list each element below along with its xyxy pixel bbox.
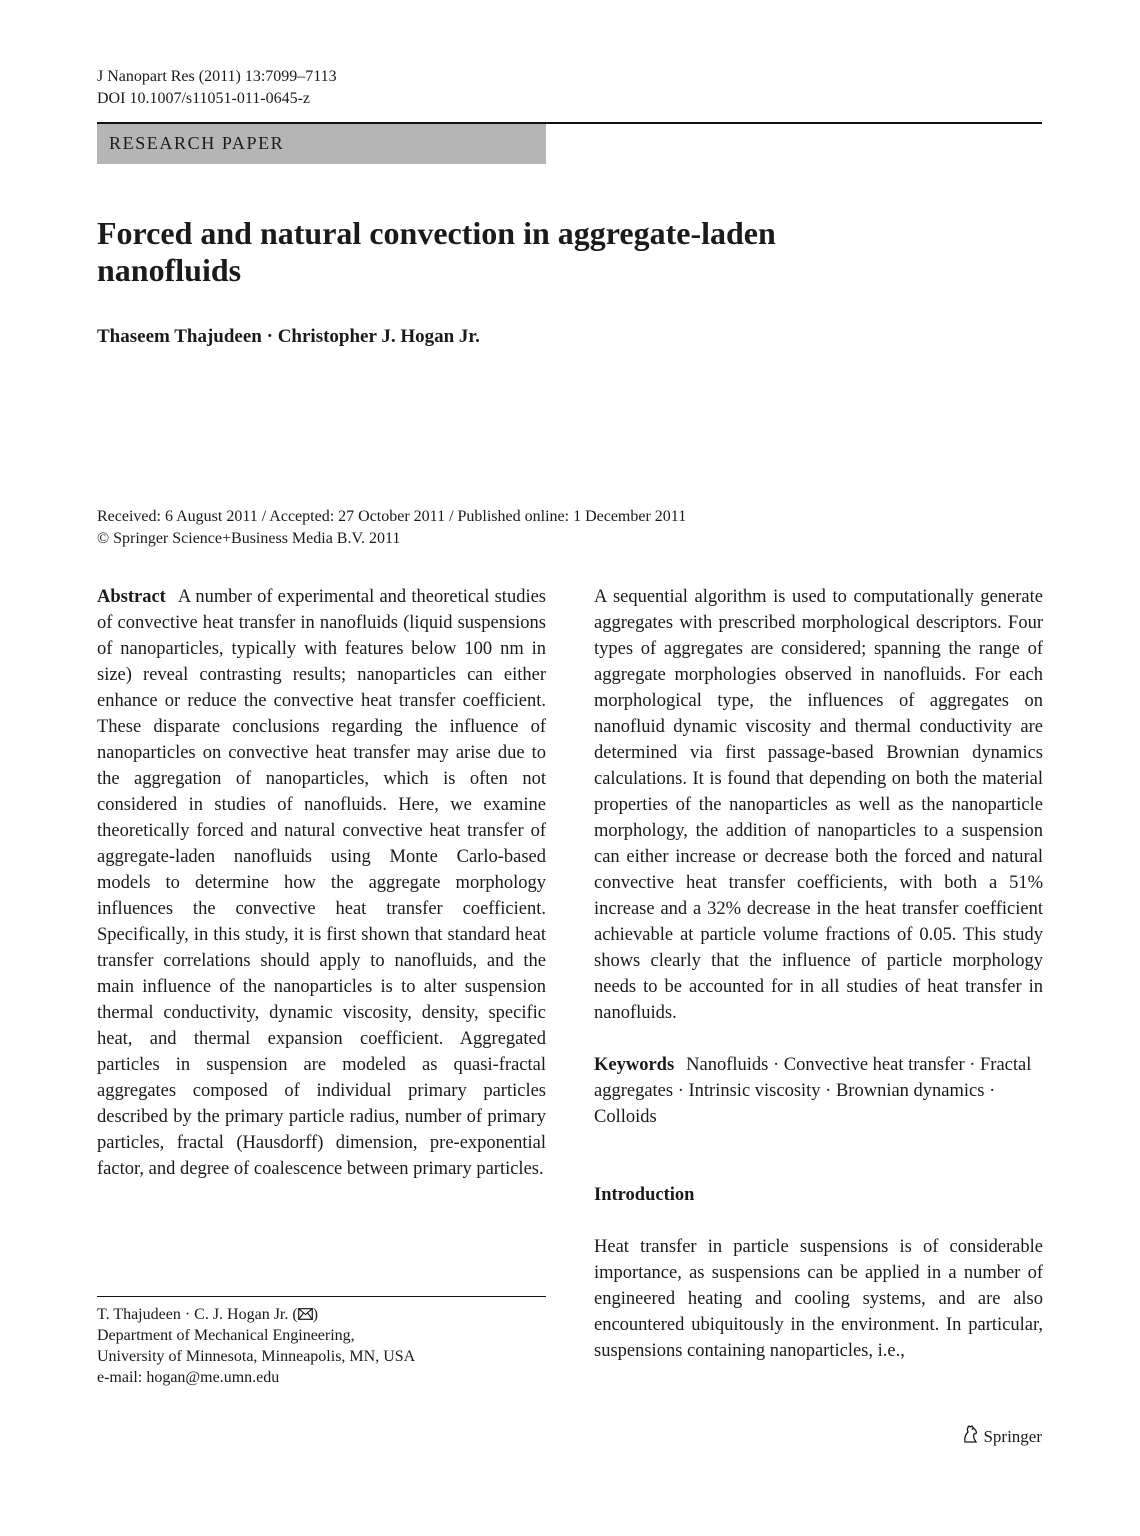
introduction-heading: Introduction bbox=[594, 1185, 695, 1205]
publication-dates bbox=[97, 506, 686, 550]
author-affiliation bbox=[97, 1304, 415, 1388]
abstract-label: Abstract bbox=[97, 587, 166, 607]
journal-line: J Nanopart Res (2011) 13:7099–7113 bbox=[97, 68, 337, 85]
footnote-department: Department of Mechanical Engineering, bbox=[97, 1327, 355, 1344]
springer-horse-icon bbox=[961, 1424, 983, 1449]
abstract-paragraph bbox=[97, 584, 546, 1182]
section-label: RESEARCH PAPER bbox=[109, 133, 285, 153]
copyright-line: © Springer Science+Business Media B.V. 2011 bbox=[97, 530, 401, 547]
title-line-2: nanofluids bbox=[97, 252, 242, 288]
footnote-names-close: ) bbox=[312, 1306, 319, 1323]
envelope-icon bbox=[298, 1306, 313, 1323]
footnote-names: T. Thajudeen · C. J. Hogan Jr. ( bbox=[97, 1306, 298, 1323]
publisher-mark bbox=[961, 1424, 1042, 1449]
left-column bbox=[97, 584, 546, 1182]
footnote-university: University of Minnesota, Minneapolis, MN, USA bbox=[97, 1348, 416, 1365]
right-column bbox=[594, 584, 1043, 1364]
footnote-email: e-mail: hogan@me.umn.edu bbox=[97, 1369, 280, 1386]
section-label-band bbox=[97, 124, 546, 164]
history-line: Received: 6 August 2011 / Accepted: 27 October 2011 / Published online: 1 December 2011 bbox=[97, 508, 687, 525]
footnote-rule bbox=[97, 1296, 546, 1297]
keywords-paragraph bbox=[594, 1052, 1043, 1130]
introduction-text: Heat transfer in particle suspensions is of considerable importance, as suspensions can be applied in a number of engineered heating and cooling systems, and are also encountered ubiquitously in the environment. In particular, suspensions containing nanoparticles, i.e., bbox=[594, 1237, 1043, 1361]
footnote-names-line bbox=[97, 1304, 415, 1325]
abstract-text-left: A number of experimental and theoretical studies of convective heat transfer in nanofluids (liquid suspensions of nanoparticles, typically with features below 100 nm in size) reveal contrasting results; nanoparticles can either enhance or reduce the convective heat transfer coefficient. These disparate conclusions regarding the influence of nanoparticles on convective heat transfer may arise due to the aggregation of nanoparticles, which is often not considered in studies of nanofluids. Here, we examine theoretically forced and natural convective heat transfer of aggregate-laden nanofluids using Monte Carlo-based models to determine how the aggregate morphology influences the convective heat transfer coefficient. Specifically, in this study, it is first shown that standard heat transfer correlations should apply to nanofluids, and the main influence of the nanoparticles is to alter suspension thermal conductivity, dynamic viscosity, density, specific heat, and thermal expansion coefficient. Aggregated particles in suspension are modeled as quasi-fractal aggregates composed of individual primary particles described by the primary particle radius, number of primary particles, fractal (Hausdorff) dimension, pre-exponential factor, and degree of coalescence between primary particles. bbox=[97, 587, 546, 1179]
keywords-text: Nanofluids · Convective heat transfer · Fractal aggregates · Intrinsic viscosity · Brownian dynamics · Colloids bbox=[594, 1055, 1032, 1127]
keywords-label: Keywords bbox=[594, 1055, 675, 1075]
paper-title bbox=[97, 215, 997, 289]
doi-line: DOI 10.1007/s11051-011-0645-z bbox=[97, 90, 311, 107]
journal-citation bbox=[97, 66, 337, 110]
abstract-text-right: A sequential algorithm is used to computationally generate aggregates with prescribed morphological descriptors. Four types of aggregates are considered; spanning the range of aggregate morphologies observed in nanofluids. For each morphological type, the influences of aggregates on nanofluid dynamic viscosity and thermal conductivity are determined via first passage-based Brownian dynamics calculations. It is found that depending on both the material properties of the nanoparticles as well as the nanoparticle morphology, the addition of nanoparticles to a suspension can either increase or decrease both the forced and natural convective heat transfer coefficients, with both a 51% increase and a 32% decrease in the heat transfer coefficient achievable at particle volume fractions of 0.05. This study shows clearly that the influence of particle morphology needs to be accounted for in all studies of heat transfer in nanofluids. bbox=[594, 587, 1043, 1023]
authors: Thaseem Thajudeen · Christopher J. Hogan Jr. bbox=[97, 326, 480, 347]
title-line-1: Forced and natural convection in aggregate-laden bbox=[97, 215, 776, 251]
publisher-name: Springer bbox=[983, 1426, 1042, 1446]
